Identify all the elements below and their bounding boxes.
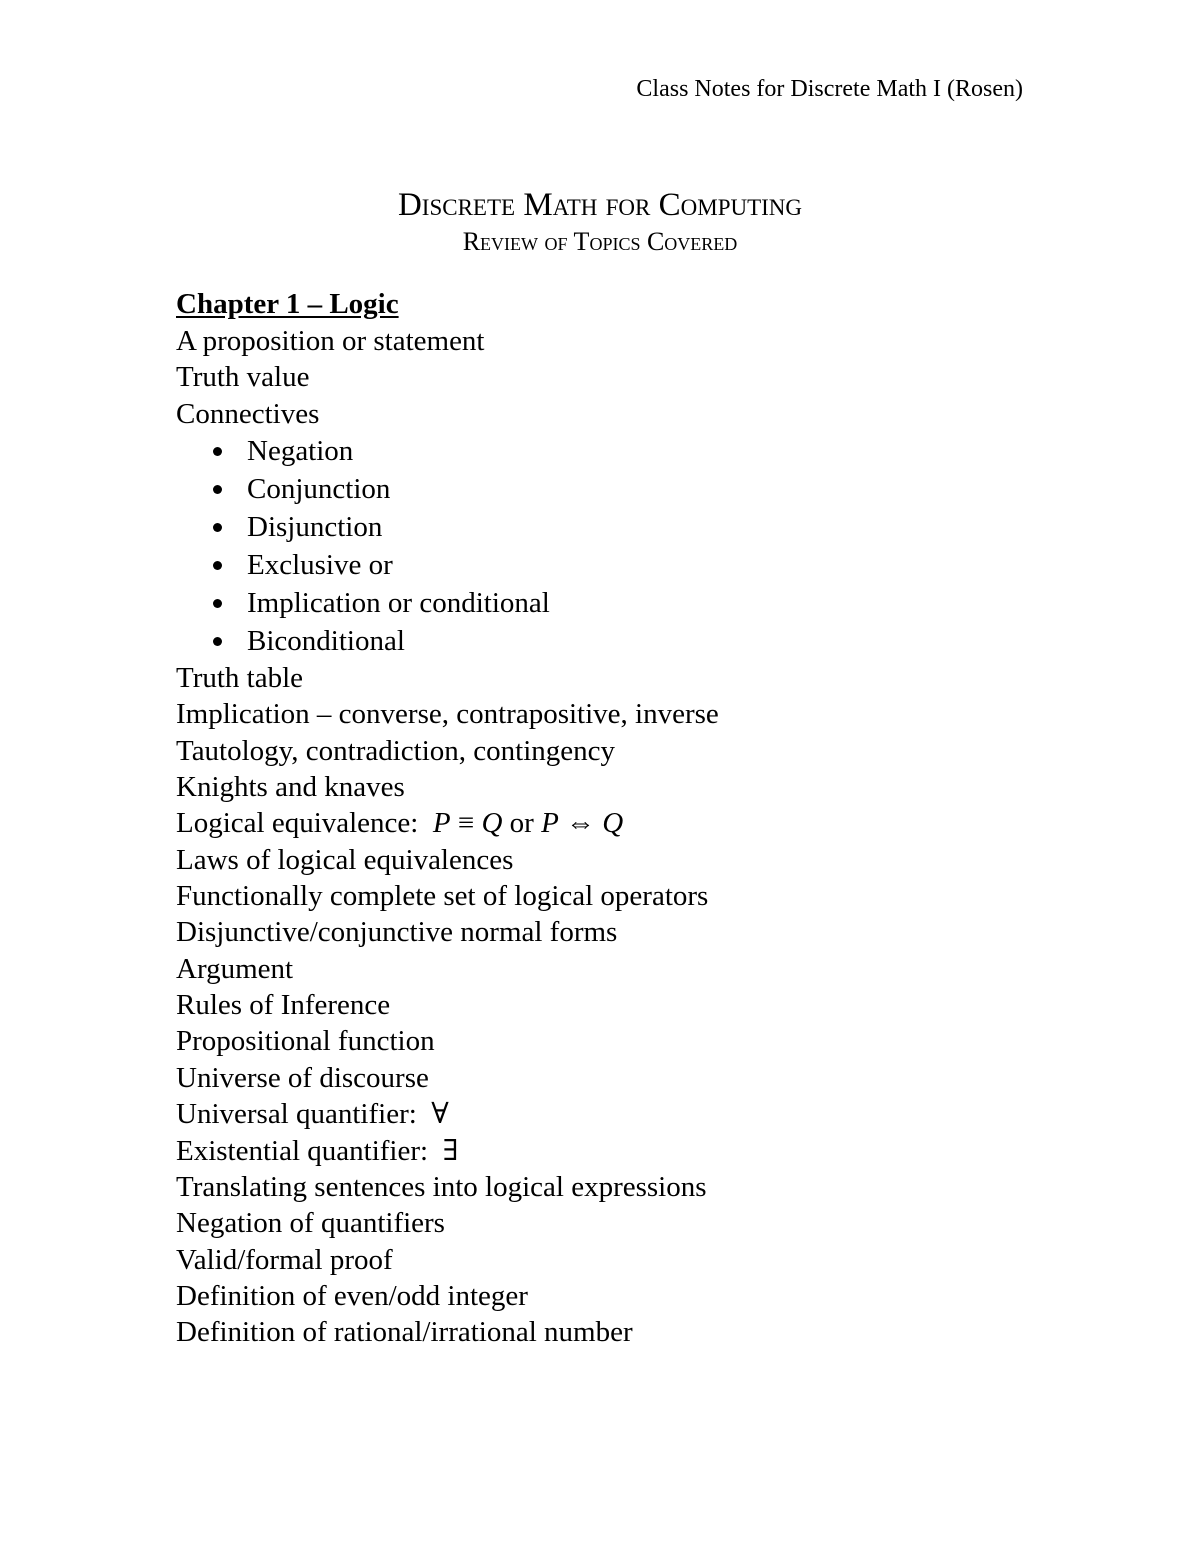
bullet-icon (213, 485, 222, 494)
topic-line: Rules of Inference (176, 989, 391, 1022)
topic-line: Definition of rational/irrational number (176, 1316, 633, 1349)
document-title: Discrete Math for Computing (397, 187, 803, 223)
topic-line: Negation of quantifiers (176, 1207, 445, 1240)
chapter-content (176, 286, 1076, 1351)
math-q: Q (602, 807, 624, 840)
list-item-label: Biconditional (247, 625, 405, 658)
topic-line: Truth table (176, 662, 304, 695)
list-item-label: Implication or conditional (247, 587, 550, 620)
list-item-label: Negation (247, 435, 354, 468)
topic-line: Universal quantifier: ∀ (176, 1098, 449, 1131)
bullet-icon (213, 523, 222, 532)
topic-line: Valid/formal proof (176, 1243, 393, 1276)
bullet-icon (213, 599, 222, 608)
topic-line: Existential quantifier: ∃ (176, 1134, 459, 1167)
list-item (176, 470, 1076, 508)
topic-line: Truth value (176, 361, 310, 394)
bullet-icon (213, 637, 222, 646)
topic-line: Propositional function (176, 1025, 435, 1058)
topic-line: Translating sentences into logical expressions (176, 1170, 707, 1203)
running-header: Class Notes for Discrete Math I (Rosen) (636, 76, 1023, 102)
list-item (176, 622, 1076, 660)
math-p: P (541, 807, 559, 840)
topic-line: Universe of discourse (176, 1061, 429, 1094)
connectives-list (176, 432, 1076, 660)
list-item-label: Disjunction (247, 511, 383, 544)
topic-line: Tautology, contradiction, contingency (176, 734, 616, 767)
math-q: Q (481, 807, 503, 840)
document-subtitle: Review of Topics Covered (462, 227, 738, 256)
list-item (176, 546, 1076, 584)
bullet-icon (213, 447, 222, 456)
topic-line: Disjunctive/conjunctive normal forms (176, 916, 618, 949)
topic-line: Definition of even/odd integer (176, 1279, 528, 1312)
topic-line: Argument (176, 952, 294, 985)
equiv-symbol: ≡ (450, 807, 482, 840)
topic-line: Implication – converse, contrapositive, inverse (176, 698, 719, 731)
topic-line: Connectives (176, 397, 320, 430)
list-item (176, 508, 1076, 546)
math-p: P (432, 807, 451, 840)
equivalence-or: or (502, 807, 542, 840)
bullet-icon (213, 561, 222, 570)
list-item (176, 584, 1076, 622)
list-item-label: Exclusive or (247, 549, 393, 582)
topic-line: Functionally complete set of logical operators (176, 880, 709, 913)
equivalence-prefix: Logical equivalence: (176, 807, 433, 840)
list-item-label: Conjunction (247, 473, 391, 506)
topic-line: A proposition or statement (176, 325, 485, 357)
topic-line: Knights and knaves (176, 771, 405, 804)
list-item (176, 432, 1076, 470)
equivalence-line (176, 805, 1076, 841)
iff-symbol: ⇔ (558, 807, 603, 840)
topic-line: Laws of logical equivalences (176, 843, 514, 876)
chapter-heading: Chapter 1 – Logic (176, 288, 399, 320)
